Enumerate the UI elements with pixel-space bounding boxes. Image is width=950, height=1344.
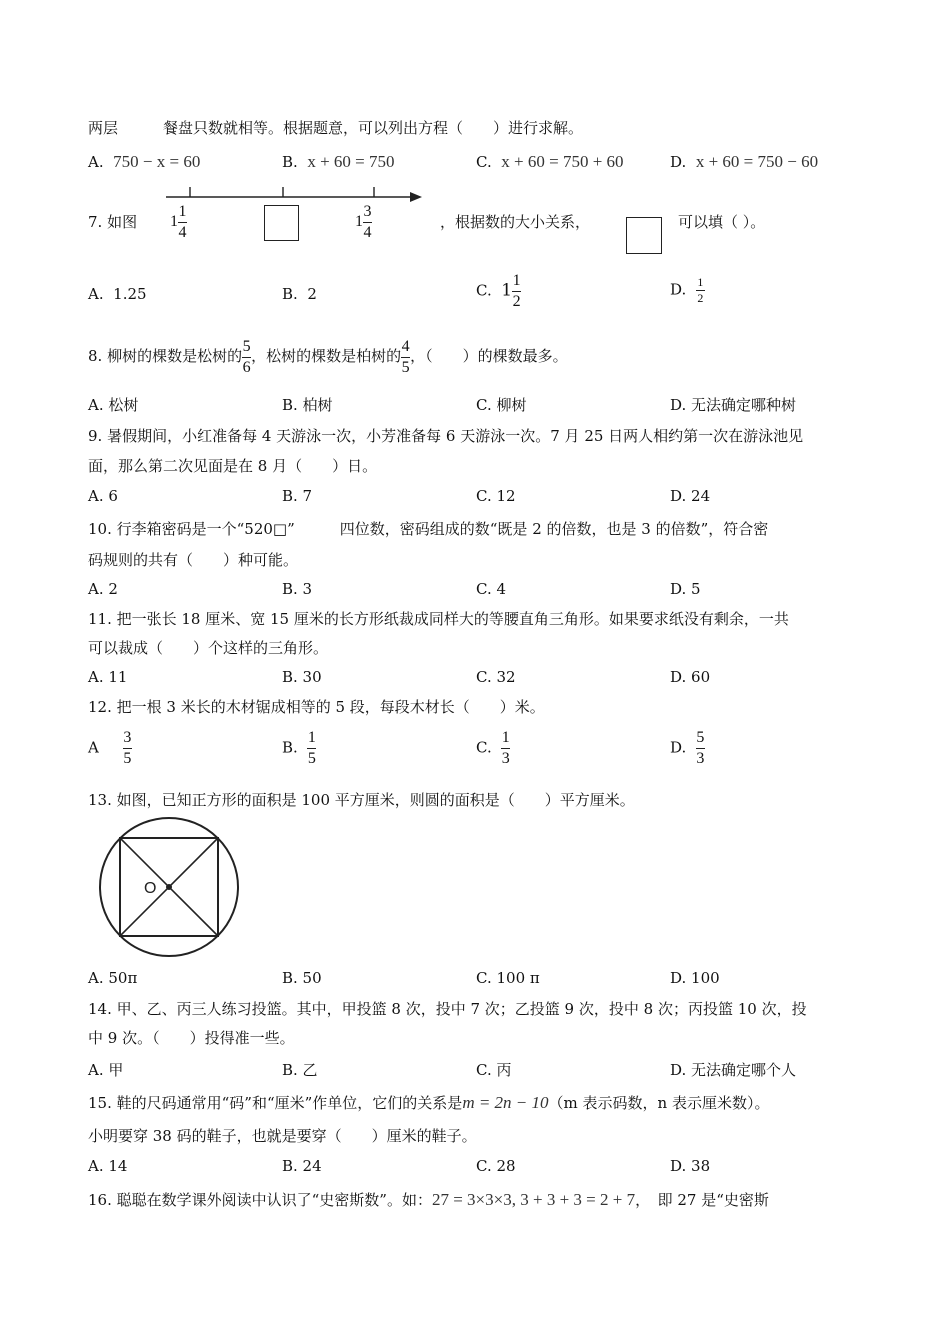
q14-stem-line1: 14. 甲、乙、丙三人练习投篮。其中，甲投篮 8 次，投中 7 次；乙投篮 9 次，投中 8 次；丙投篮 10 次，投 <box>88 1000 807 1018</box>
q7-option-d: D. $\frac{1}{2}$ <box>670 275 704 305</box>
q13-option-c: C. 100 π <box>476 969 540 987</box>
q10-option-c: C. 4 <box>476 580 507 598</box>
q14-stem-line2: 中 9 次。（ ）投得准一些。 <box>88 1029 295 1047</box>
q11-option-c: C. 32 <box>476 668 516 686</box>
q13-option-a: A. 50π <box>88 969 138 987</box>
q11-option-b: B. 30 <box>282 668 322 686</box>
q15-option-c: C. 28 <box>476 1157 516 1175</box>
q9-stem-line1: 9. 暑假期间，小红准备每 4 天游泳一次，小芳准备每 6 天游泳一次。7 月 25 日两人相约第一次在游泳池见 <box>88 427 804 445</box>
q15-stem-line2: 小明要穿 38 码的鞋子，也就是要穿（ ）厘米的鞋子。 <box>88 1127 477 1145</box>
q10-option-b: B. 3 <box>282 580 313 598</box>
q9-option-d: D. 24 <box>670 487 711 505</box>
q8-option-d: D. 无法确定哪种树 <box>670 396 797 414</box>
q12-option-a: A $\frac{3}{5}$ <box>88 729 132 767</box>
number-line-arrow <box>410 192 422 202</box>
q13-option-b: B. 50 <box>282 969 322 987</box>
q7-mid-text: ，根据数的大小关系， <box>440 213 591 231</box>
q7-label-1-1-4: 1 $\frac{1}{4}$ <box>170 203 187 241</box>
q10-stem-line2: 码规则的共有（ ）种可能。 <box>88 551 299 569</box>
q11-stem-line2: 可以裁成（ ）个这样的三角形。 <box>88 639 329 657</box>
q10-stem-line1: 10. 行李箱密码是一个“520□” 四位数，密码组成的数“既是 2 的倍数，也是 3 的倍数”，符合密 <box>88 520 769 538</box>
q7-option-c: C. 1 $\frac{1}{2}$ <box>476 272 521 310</box>
q7-suffix: 可以填（ ）。 <box>678 213 766 231</box>
center-label: O <box>144 880 157 897</box>
q6-option-a: A. 750 − x = 60 <box>88 152 201 171</box>
q15-option-d: D. 38 <box>670 1157 711 1175</box>
q6-option-d: D. x + 60 = 750 − 60 <box>670 152 819 171</box>
q11-stem-line1: 11. 把一张长 18 厘米、宽 15 厘米的长方形纸裁成同样大的等腰直角三角形。如果要求纸没有剩余，一共 <box>88 610 789 628</box>
q13-option-d: D. 100 <box>670 969 720 987</box>
q6-option-b: B. x + 60 = 750 <box>282 152 395 171</box>
q8-option-c: C. 柳树 <box>476 396 527 414</box>
q8-stem: 8. 柳树的棵数是松树的 $\frac{5}{6}$ ，松树的棵数是柏树的 $\frac{4}{5}$ ，（ ）的棵数最多。 <box>88 337 568 376</box>
q6-option-c: C. x + 60 = 750 + 60 <box>476 152 624 171</box>
q12-option-d: D. $\frac{5}{3}$ <box>670 729 705 767</box>
q7-option-a: A. 1.25 <box>88 285 147 303</box>
q7-label-1-3-4: 1 $\frac{3}{4}$ <box>355 203 372 241</box>
q16-stem: 16. 聪聪在数学课外阅读中认识了“史密斯数”。如：27 = 3×3×3, 3 + 3 + 3 = 2 + 7， 即 27 是“史密斯 <box>88 1190 769 1209</box>
q14-option-c: C. 丙 <box>476 1061 512 1079</box>
q10-option-a: A. 2 <box>88 580 118 598</box>
q7-option-b: B. 2 <box>282 285 317 303</box>
q11-option-d: D. 60 <box>670 668 711 686</box>
q13-circle-square-figure <box>96 816 244 964</box>
q7-blank-box-inline <box>626 217 662 254</box>
q15-option-a: A. 14 <box>88 1157 128 1175</box>
q8-option-b: B. 柏树 <box>282 396 333 414</box>
q9-option-c: C. 12 <box>476 487 516 505</box>
q12-option-b: B. $\frac{1}{5}$ <box>282 729 316 767</box>
q14-option-d: D. 无法确定哪个人 <box>670 1061 797 1079</box>
q12-stem: 12. 把一根 3 米长的木材锯成相等的 5 段，每段木材长（ ）米。 <box>88 698 545 716</box>
q9-stem-line2: 面，那么第二次见面是在 8 月（ ）日。 <box>88 457 378 475</box>
q7-prefix: 7. 如图 <box>88 213 138 231</box>
q7-blank-box-line <box>264 205 299 241</box>
q6-stem: 两层 餐盘只数就相等。根据题意，可以列出方程（ ）进行求解。 <box>88 119 584 137</box>
q9-option-b: B. 7 <box>282 487 313 505</box>
q10-option-d: D. 5 <box>670 580 701 598</box>
q8-option-a: A. 松树 <box>88 396 139 414</box>
q12-option-c: C. $\frac{1}{3}$ <box>476 729 510 767</box>
q14-option-b: B. 乙 <box>282 1061 318 1079</box>
q14-option-a: A. 甲 <box>88 1061 124 1079</box>
q15-option-b: B. 24 <box>282 1157 322 1175</box>
q15-stem-line1: 15. 鞋的尺码通常用“码”和“厘米”作单位，它们的关系是m = 2n − 10（m 表示码数，n 表示厘米数）。 <box>88 1093 770 1112</box>
q9-option-a: A. 6 <box>88 487 118 505</box>
center-point <box>166 884 172 890</box>
q13-stem: 13. 如图，已知正方形的面积是 100 平方厘米，则圆的面积是（ ）平方厘米。 <box>88 791 635 809</box>
q11-option-a: A. 11 <box>88 668 128 686</box>
